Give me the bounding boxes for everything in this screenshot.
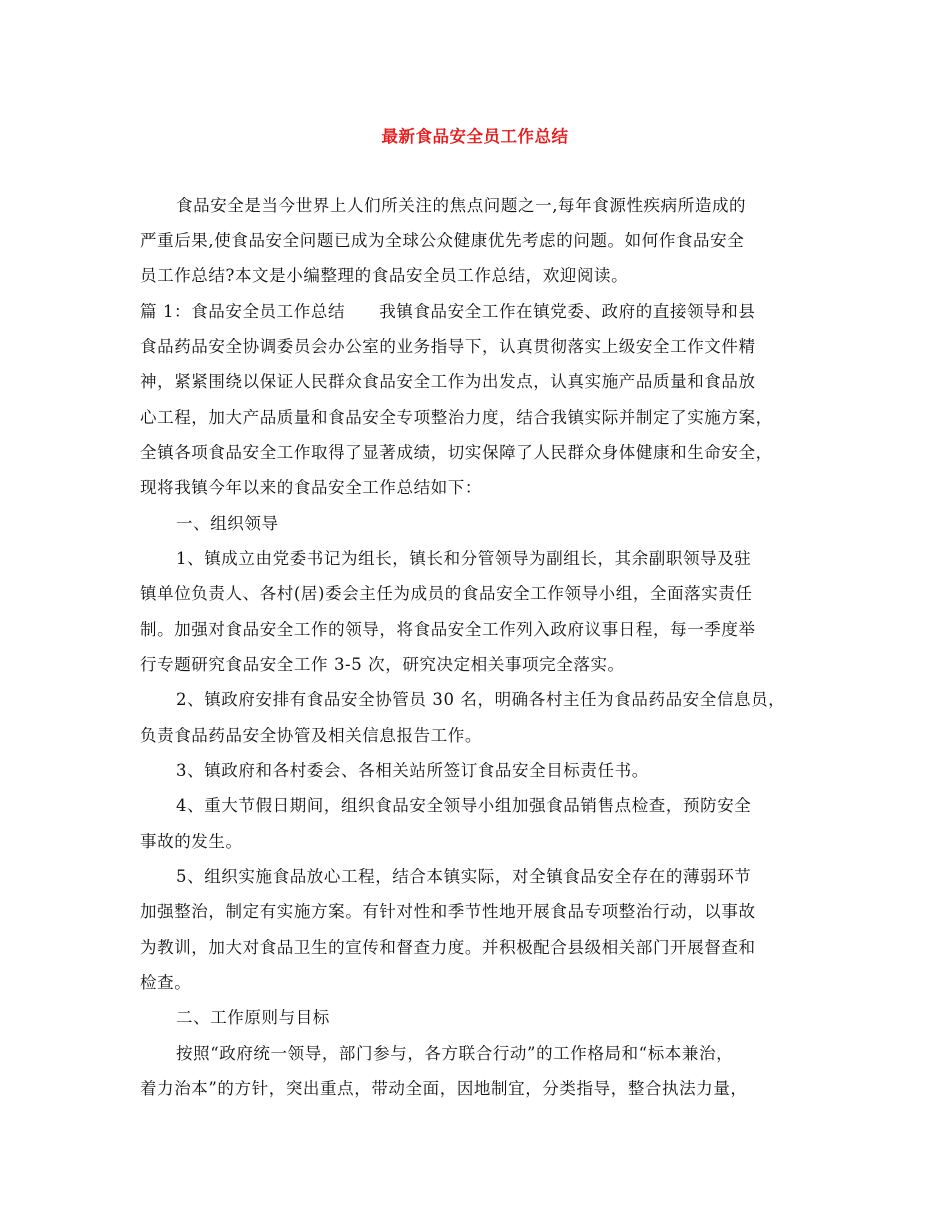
paragraph-line: 神，紧紧围绕以保证人民群众食品安全工作为出发点，认真实施产品质量和食品放	[140, 372, 756, 391]
paragraph-line: 着力治本”的方针，突出重点，带动全面，因地制宜，分类指导，整合执法力量，	[140, 1079, 748, 1098]
paragraph-line: 负责食品药品安全协管及相关信息报告工作。	[140, 726, 482, 745]
paragraph-line: 严重后果,使食品安全问题已成为全球公众健康优先考虑的问题。如何作食品安全	[140, 231, 745, 250]
paragraph-line: 5、组织实施食品放心工程，结合本镇实际，对全镇食品安全存在的薄弱环节	[176, 867, 752, 886]
paragraph-line: 1、镇成立由党委书记为组长，镇长和分管领导为副组长，其余副职领导及驻	[176, 549, 752, 568]
paragraph-line: 全镇各项食品安全工作取得了显著成绩，切实保障了人民群众身体健康和生命安全，	[140, 443, 773, 462]
paragraph-line: 篇 1：食品安全员工作总结 我镇食品安全工作在镇党委、政府的直接领导和县	[140, 302, 756, 321]
section-heading: 二、工作原则与目标	[176, 1008, 330, 1027]
document-title: 最新食品安全员工作总结	[381, 127, 569, 146]
paragraph-line: 食品药品安全协调委员会办公室的业务指导下，认真贯彻落实上级安全工作文件精	[140, 337, 756, 356]
paragraph-line: 行专题研究食品安全工作 3-5 次，研究决定相关事项完全落实。	[140, 655, 625, 674]
paragraph-line: 3、镇政府和各村委会、各相关站所签订食品安全目标责任书。	[176, 761, 649, 780]
paragraph-line: 为教训，加大对食品卫生的宣传和督查力度。并积极配合县级相关部门开展督查和	[140, 938, 756, 957]
paragraph-line: 加强整治，制定有实施方案。有针对性和季节性地开展食品专项整治行动，以事故	[140, 902, 756, 921]
paragraph-line: 食品安全是当今世界上人们所关注的焦点问题之一,每年食源性疾病所造成的	[176, 196, 747, 215]
paragraph-line: 4、重大节假日期间，组织食品安全领导小组加强食品销售点检查，预防安全	[176, 796, 752, 815]
section-heading: 一、组织领导	[176, 514, 279, 533]
paragraph-line: 现将我镇今年以来的食品安全工作总结如下：	[140, 478, 482, 497]
paragraph-line: 检查。	[140, 973, 192, 992]
paragraph-line: 按照“政府统一领导，部门参与，各方联合行动”的工作格局和“标本兼治，	[176, 1044, 734, 1063]
paragraph-line: 员工作总结?本文是小编整理的食品安全员工作总结，欢迎阅读。	[140, 266, 629, 285]
paragraph-line: 制。加强对食品安全工作的领导，将食品安全工作列入政府议事日程，每一季度举	[140, 620, 756, 639]
paragraph-line: 镇单位负责人、各村(居)委会主任为成员的食品安全工作领导小组，全面落实责任	[140, 584, 753, 603]
paragraph-line: 2、镇政府安排有食品安全协管员 30 名，明确各村主任为食品药品安全信息员，	[176, 690, 786, 709]
paragraph-line: 事故的发生。	[140, 832, 243, 851]
paragraph-line: 心工程，加大产品质量和食品安全专项整治力度，结合我镇实际并制定了实施方案，	[140, 408, 773, 427]
